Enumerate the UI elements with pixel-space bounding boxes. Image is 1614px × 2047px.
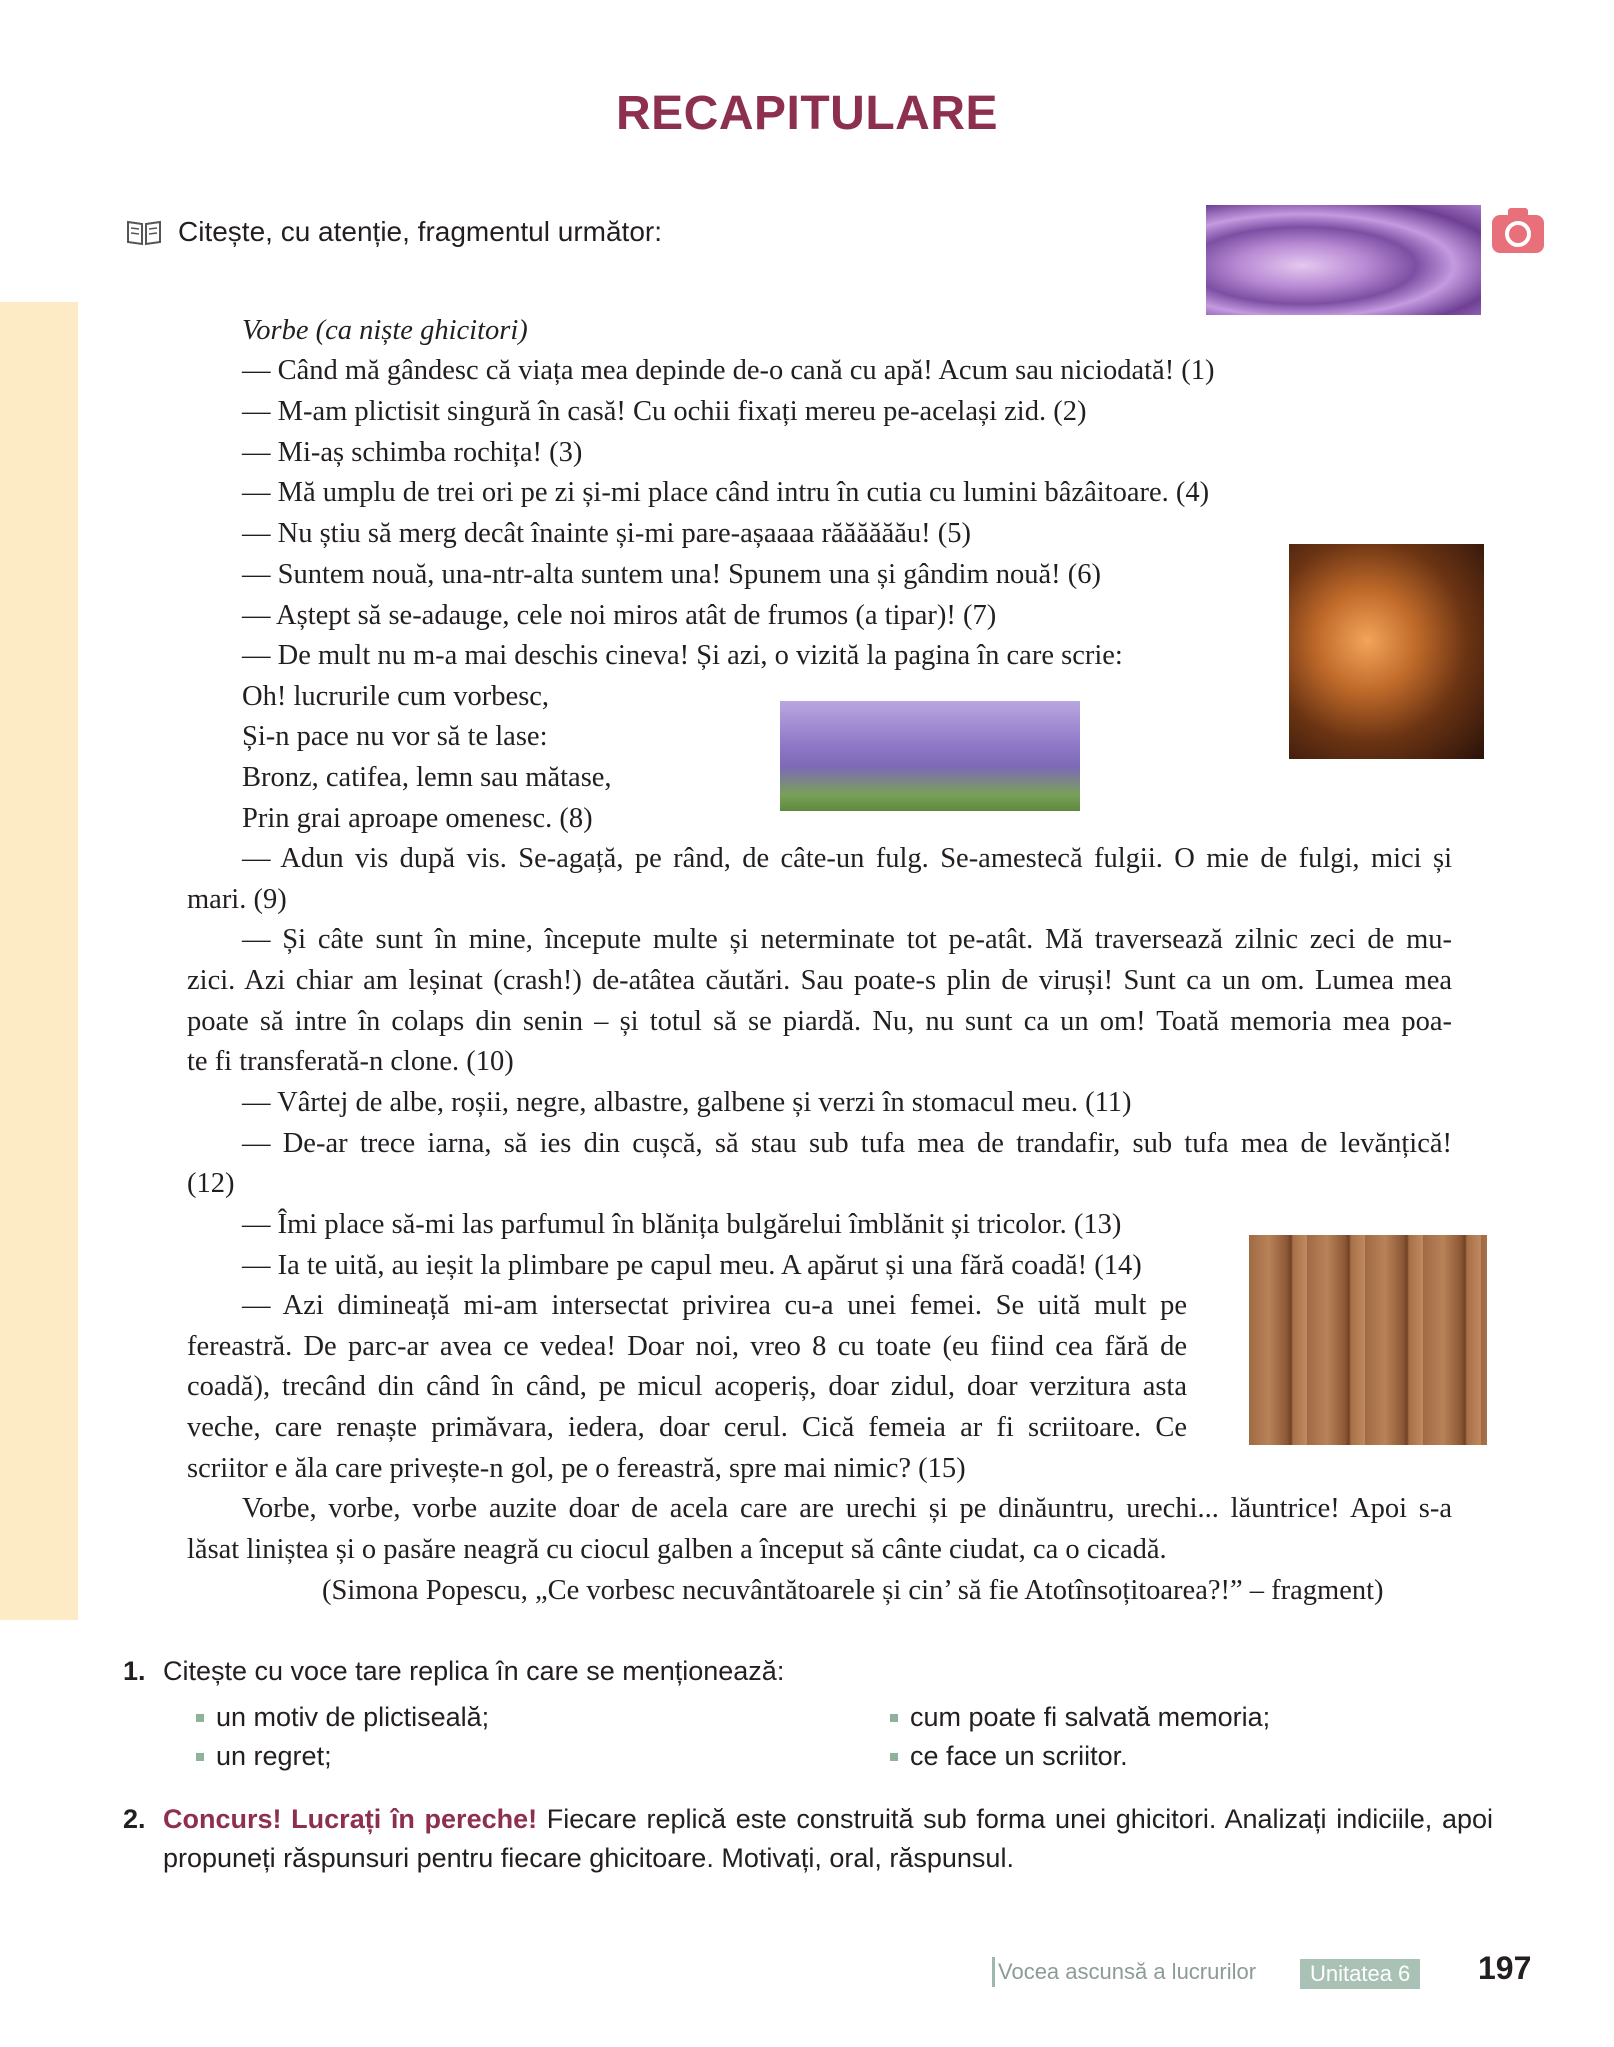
text-line: Și-n pace nu vor să te lase: xyxy=(242,721,548,752)
question-1 xyxy=(123,1652,785,1691)
text-line: — Nu știu să merg decât înainte și-mi pare-așaaaa răăăăăău! (5) xyxy=(242,518,972,549)
unit-title: Vocea ascunsă a lucrurilor xyxy=(998,1959,1257,1984)
instruction xyxy=(126,216,662,248)
text-line: — Vârtej de albe, roșii, negre, albastre, galbene și verzi în stomacul meu. (11) xyxy=(242,1087,1132,1118)
text-line: — Și câte sunt în mine, începute multe și neterminate tot pe-atât. Mă traversează zilnic zeci de mu- xyxy=(242,924,1452,955)
text-line: veche, care renaște primăvara, iedera, doar cerul. Cică femeia ar fi scriitoare. Ce xyxy=(187,1412,1187,1443)
page-number: 197 xyxy=(1478,1950,1532,1986)
buddha-image xyxy=(1289,544,1484,759)
text-line: coadă), trecând din când în când, pe micul acoperiș, doar zidul, doar verzitura asta xyxy=(187,1371,1187,1402)
silk-image xyxy=(1206,205,1481,315)
text-line: — Suntem nouă, una-ntr-alta suntem una! Spunem una și gândim nouă! (6) xyxy=(242,559,1101,590)
bullet-item: un motiv de plictiseală; xyxy=(196,1702,489,1733)
book-icon xyxy=(126,218,162,246)
text-line: scriitor e ăla care privește-n gol, pe o fereastră, spre mai nimic? (15) xyxy=(187,1453,966,1484)
text-line: zici. Azi chiar am leșinat (crash!) de-atâtea căutări. Sau poate-s plin de viruși! Sunt ca un om. Lumea mea xyxy=(187,965,1452,996)
unit-tag: Unitatea 6 xyxy=(1300,1959,1420,1989)
text-line: lăsat liniștea și o pasăre neagră cu ciocul galben a început să cânte ciudat, ca o cicadă. xyxy=(187,1534,1167,1565)
text-heading: Vorbe (ca niște ghicitori) xyxy=(242,315,528,346)
camera-icon[interactable] xyxy=(1490,205,1546,255)
text-line: — M-am plictisit singură în casă! Cu ochii fixați mereu pe-același zid. (2) xyxy=(242,396,1087,427)
bullet-item: ce face un scriitor. xyxy=(890,1741,1128,1772)
question-text: Citește cu voce tare replica în care se menționează: xyxy=(163,1656,785,1686)
lavender-image xyxy=(780,701,1080,811)
text-line: — Aștept să se-adauge, cele noi miros atât de frumos (a tipar)! (7) xyxy=(242,600,997,631)
wood-image xyxy=(1249,1235,1487,1445)
question-highlight: Concurs! Lucrați în pereche! xyxy=(163,1804,538,1834)
instruction-text: Citește, cu atenție, fragmentul următor: xyxy=(178,216,662,247)
text-line: (12) xyxy=(187,1168,235,1199)
side-strip xyxy=(0,302,78,1620)
text-line: Prin grai aproape omenesc. (8) xyxy=(242,803,593,834)
bullet-item: un regret; xyxy=(196,1741,332,1772)
bullet-item: cum poate fi salvată memoria; xyxy=(890,1702,1270,1733)
question-text: propuneți răspunsuri pentru fiecare ghicitoare. Motivați, oral, răspunsul. xyxy=(163,1843,1014,1873)
text-line: fereastră. De parc-ar avea ce vedea! Doar noi, vreo 8 cu toate (eu fiind cea fără de xyxy=(187,1331,1187,1362)
text-line: — De-ar trece iarna, să ies din cușcă, să stau sub tufa mea de trandafir, sub tufa mea de levănțică! xyxy=(242,1128,1452,1159)
question-2: 2. Concurs! Lucrați în pereche! Fiecare replică este construită sub forma unei ghicitori. Analizați indiciile, apoi propuneți răspunsuri pentru fiecare ghicitoare. Motivați, oral, răspunsul. xyxy=(163,1800,1493,1878)
question-number: 2. xyxy=(123,1804,146,1834)
text-line: mari. (9) xyxy=(187,884,287,915)
page-title: RECAPITULARE xyxy=(615,87,998,140)
footer-divider xyxy=(992,1957,995,1987)
text-line: Oh! lucrurile cum vorbesc, xyxy=(242,681,550,712)
question-number: 1. xyxy=(123,1656,146,1686)
text-line: te fi transferată-n clone. (10) xyxy=(187,1046,514,1077)
text-line: — De mult nu m-a mai deschis cineva! Și azi, o vizită la pagina în care scrie: xyxy=(242,640,1123,671)
text-line: Vorbe, vorbe, vorbe auzite doar de acela care are urechi și pe dinăuntru, urechi... lăuntrice! Apoi s-a xyxy=(242,1493,1452,1524)
text-line: — Azi dimineață mi-am intersectat privirea cu-a unei femei. Se uită mult pe xyxy=(242,1290,1187,1321)
text-line: Bronz, catifea, lemn sau mătase, xyxy=(242,762,612,793)
text-line: — Când mă gândesc că viața mea depinde de-o cană cu apă! Acum sau niciodată! (1) xyxy=(242,355,1215,386)
text-line: — Ia te uită, au ieșit la plimbare pe capul meu. A apărut și una fără coadă! (14) xyxy=(242,1250,1142,1281)
text-line: — Mi-aș schimba rochița! (3) xyxy=(242,437,583,468)
text-line: — Adun vis după vis. Se-agață, pe rând, de câte-un fulg. Se-amestecă fulgii. O mie de fulgi, mici și xyxy=(242,843,1452,874)
text-line: poate să intre în colaps din senin – și totul să se piardă. Nu, nu sunt ca un om! Toată memoria mea poa- xyxy=(187,1006,1452,1037)
text-line: — Mă umplu de trei ori pe zi și-mi place când intru în cutia cu lumini bâzâitoare. (4) xyxy=(242,477,1210,508)
text-line: — Îmi place să-mi las parfumul în blănița bulgărelui îmblănit și tricolor. (13) xyxy=(242,1209,1122,1240)
text-source: (Simona Popescu, „Ce vorbesc necuvântătoarele și cin’ să fie Atotînsoțitoarea?!” – fragment) xyxy=(322,1575,1384,1606)
